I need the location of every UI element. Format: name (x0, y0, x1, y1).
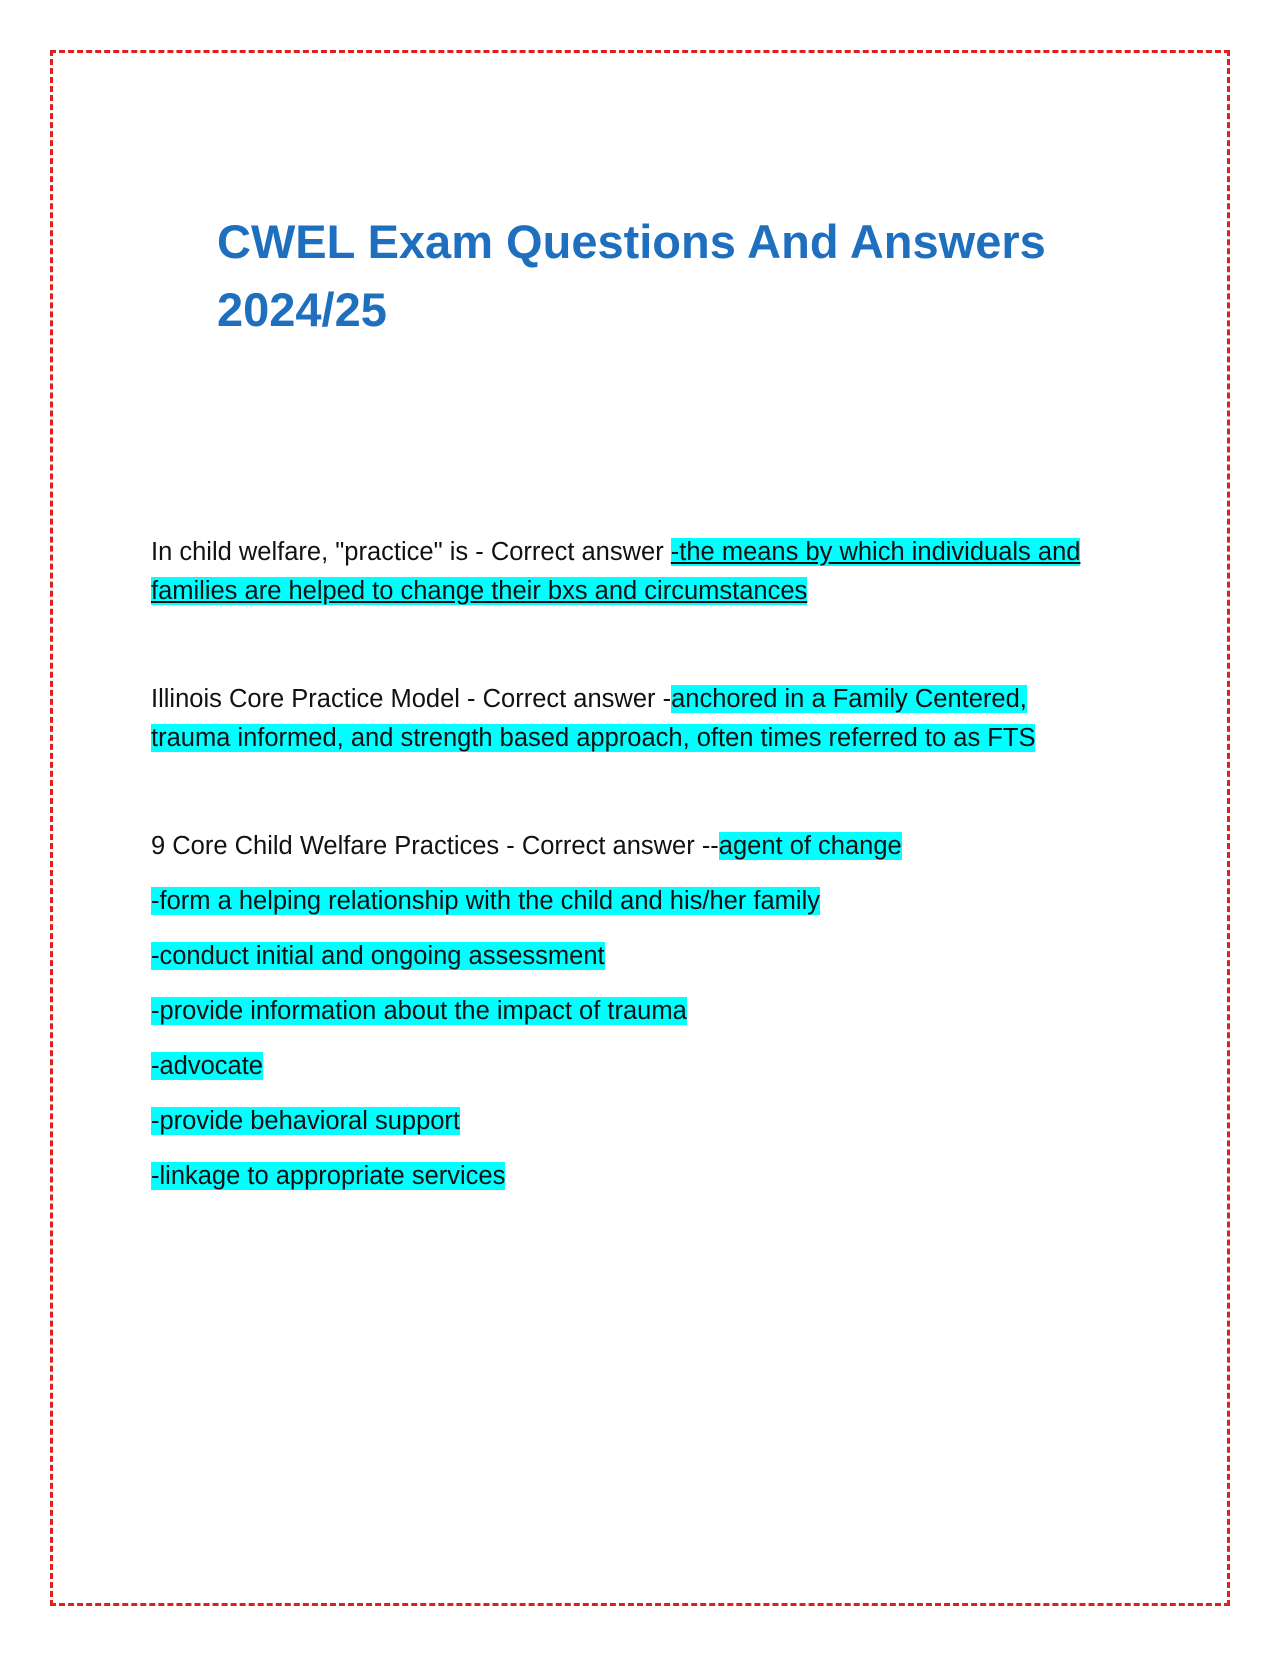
answer-list-item: -form a helping relationship with the child and his/her family (151, 887, 821, 915)
answer-list-item: -provide information about the impact of trauma (151, 997, 687, 1025)
answer-list-line (151, 1102, 1111, 1141)
qa-item-core-practices (151, 827, 1111, 1196)
answer-list-line (151, 1157, 1111, 1196)
answer-marker: - Correct answer (499, 832, 702, 860)
answer-first-item: agent of change (718, 832, 902, 860)
answer-text: -the means by which individuals and families are helped to change their bxs and circumstances (151, 538, 1081, 605)
question-text: In child welfare, "practice" is (151, 538, 469, 566)
question-text: 9 Core Child Welfare Practices (151, 832, 500, 860)
document-title: CWEL Exam Questions And Answers 2024/25 (217, 215, 1046, 336)
qa-content (151, 533, 1111, 1196)
answer-prefix: -- (701, 832, 719, 860)
answer-list-line (151, 1047, 1111, 1086)
answer-marker: - Correct answer (459, 685, 663, 713)
answer-list-line (151, 937, 1111, 976)
answer-marker: - Correct answer (468, 538, 671, 566)
answer-list-item: -advocate (151, 1052, 263, 1080)
qa-item-practice (151, 533, 1111, 611)
answer-list-line (151, 992, 1111, 1031)
qa-item-core-practice-model: Illinois Core Practice Model - Correct answer -anchored in a Family Centered, trauma informed, and strength based approach, often times referred to as FTS (151, 685, 1036, 752)
answer-list-item: -provide behavioral support (151, 1107, 461, 1135)
answer-list-line (151, 882, 1111, 921)
answer-list-item: -linkage to appropriate services (151, 1162, 506, 1190)
question-text: Illinois Core Practice Model (151, 685, 460, 713)
answer-list-item: -conduct initial and ongoing assessment (151, 942, 605, 970)
answer-text: anchored in a Family Centered, trauma informed, and strength based approach, often times referred to as FTS (151, 685, 1036, 752)
